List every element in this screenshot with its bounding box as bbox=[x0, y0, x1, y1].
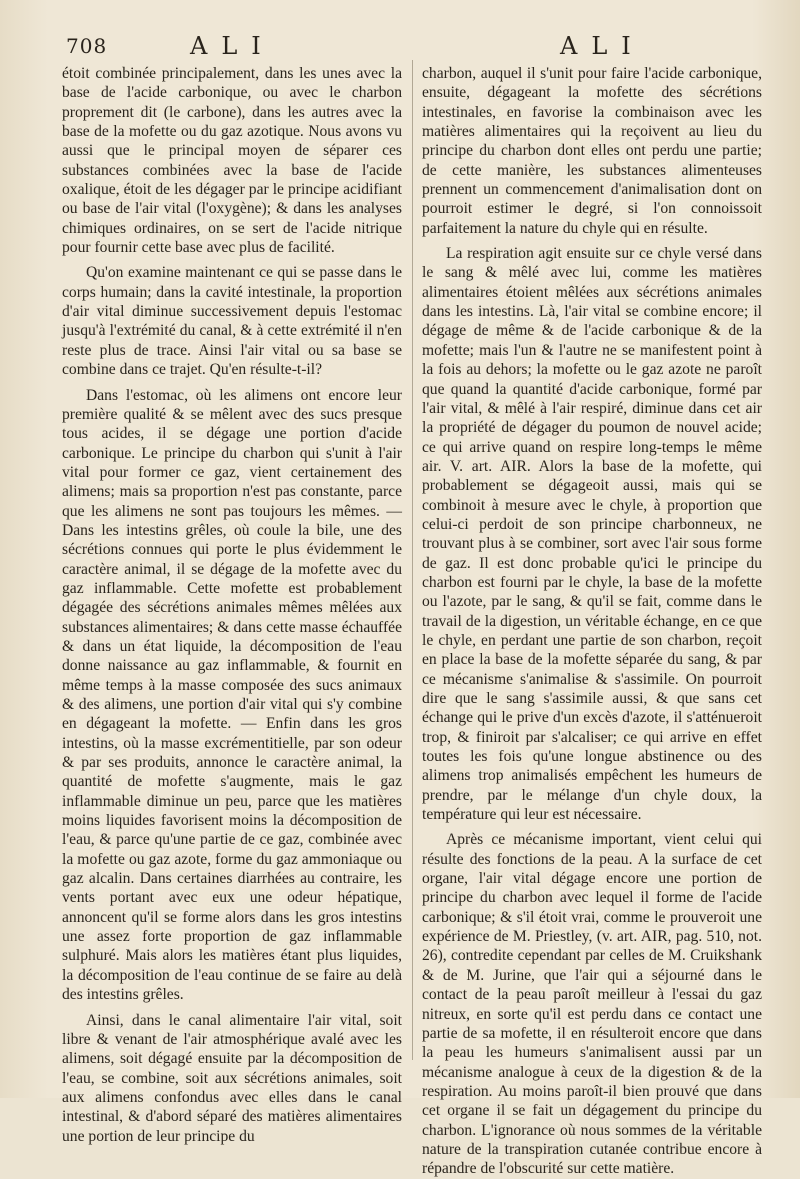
paragraph: Après ce mécanisme important, vient celui qui résulte des fonctions de la peau. A la surface de cet organe, l'air vital dégage encore une portion de principe du charbon avec lequel il forme de l'acide carbonique; & s'il étoit vrai, comme le prouveroit une expérience de M. Priestley, (v. art. AIR, pag. 510, not. 26), contredite cependant par celles de M. Cruikshank & de M. Jurine, que l'air qui a séjourné dans le contact de la peau paroît meilleur à l'essai du gaz nitreux, en sorte qu'il est perdu dans ce contact une partie de sa mofette, il en résulteroit encore que dans la peau les humeurs s'animalisent aussi par un mécanisme analogue à ceux de la digestion & de la respiration. Au moins paroît-il bien prouvé que dans cet organe il se fait un dégagement du principe du charbon. L'ignorance où nous sommes de la véritable nature de la transpiration cutanée contribue encore à répandre de l'obscurité sur cette matière. bbox=[422, 831, 762, 1178]
running-head-right: ALI bbox=[560, 32, 645, 60]
column-divider bbox=[412, 60, 413, 1060]
paragraph: charbon, auquel il s'unit pour faire l'acide carbonique, ensuite, dégageant la mofette des sécrétions intestinales, en favorise la combinaison avec les matières alimentaires qui la reçoivent au lieu du principe du charbon dont elles ont perdu une partie; de cette manière, les substances alimenteuses prennent un commencement d'animalisation dont on pourroit estimer le degré, si l'on connoissoit parfaitement la nature du chyle qui en résulte. bbox=[422, 65, 762, 237]
left-column bbox=[62, 64, 402, 1145]
right-column bbox=[422, 64, 762, 1178]
page-number: 708 bbox=[66, 34, 108, 58]
page-header bbox=[60, 32, 760, 62]
running-head-left: ALI bbox=[190, 32, 275, 60]
paragraph: Dans l'estomac, où les alimens ont encore leur première qualité & se mêlent avec des sucs presque tous acides, il se dégage une portion d'acide carbonique. Le principe du charbon qui s'unit à l'air vital pour former ce gaz, vient certainement des alimens; mais sa proportion n'est pas constante, parce que les alimens ne sont pas toujours les mêmes. — Dans les intestins grêles, où coule la bile, une des sécrétions connues qui porte le plus évidemment le caractère animal, il se dégage de la mofette avec du gaz inflammable. Cette mofette est probablement dégagée des sécrétions animales mêmes mêlées aux substances alimentaires; & dans cette masse échauffée & dans un état liquide, la décomposition de l'eau donne naissance au gaz inflammable, & fournit en même temps à la masse composée des sucs animaux & des alimens, une portion d'air vital qui s'y combine en dégageant la mofette. — Enfin dans les gros intestins, où la masse excrémentitielle, par son odeur & par ses produits, annonce le caractère animal, la quantité de mofette s'augmente, mais le gaz inflammable diminue un peu, parce que les matières moins liquides favorisent moins la décomposition de l'eau, & parce qu'une partie de ce gaz, combinée avec la mofette ou gaz azote, forme du gaz ammoniaque ou gaz alcalin. Dans certaines diarrhées au contraire, les vents portant avec eux une odeur hépatique, annoncent qu'il se forme alors dans les gros intestins une assez forte proportion de gaz inflammable sulphuré. Mais alors les matières étant plus liquides, la décomposition de l'eau continue de se faire au delà des intestins grêles. bbox=[62, 386, 402, 1004]
paragraph: Ainsi, dans le canal alimentaire l'air vital, soit libre & venant de l'air atmosphérique avalé avec les alimens, soit dégagé ensuite par la décomposition de l'eau, se combine, soit aux sécrétions animales, soit aux alimens confondus avec elles dans le canal intestinal, & d'abord séparé des matières alimentaires une portion de leur principe du bbox=[62, 1011, 402, 1145]
paragraph: étoit combinée principalement, dans les unes avec la base de l'acide carbonique, ou avec le charbon proprement dit (le carbone), dans les autres avec la base de la mofette ou du gaz azotique. Nous avons vu aussi que le principal moyen de séparer ces substances combinées avec la base de l'acide oxalique, étoit de les dégager par le principe acidifiant ou base de l'air vital (l'oxygène); & dans les analyses chimiques ordinaires, on se sert de l'acide nitrique pour fournir cette base avec plus de facilité. bbox=[62, 65, 402, 257]
paragraph: Qu'on examine maintenant ce qui se passe dans le corps humain; dans la cavité intestinale, la proportion d'air vital diminue successivement depuis l'estomac jusqu'à l'extrémité du canal, & à cette extrémité il n'en reste plus de trace. Ainsi l'air vital ou sa base se combine dans ce trajet. Qu'en résulte-t-il? bbox=[62, 264, 402, 379]
paragraph: La respiration agit ensuite sur ce chyle versé dans le sang & mêlé avec lui, comme les matières alimentaires étoient mêlées aux sécrétions animales dans les intestins. Là, l'air vital se combine encore; il dégage de même & de l'acide carbonique & de la mofette; mais l'un & l'autre ne se manifestent point à la fois au dehors; la mofette ou le gaz azote ne paroît que quand la quantité d'acide carbonique, formé par l'air vital, & mêlé à l'air respiré, diminue dans cet air la propriété de dégager du poumon de nouvel acide; ce qui arrive quand on respire long-temps le même air. V. art. AIR. Alors la base de la mofette, qui probablement se dégageoit aussi, mais qui se combinoit à mesure avec le chyle, à proportion que celui-ci perdoit de son principe charbonneux, ne trouvant plus à se combiner, sort avec l'air sous forme de gaz. Il est donc probable qu'ici le principe du charbon est fourni par le chyle, la base de la mofette ou l'azote, par le sang, & qu'il se fait, comme dans le travail de la digestion, un véritable échange, en ce que le chyle, en perdant une partie de son charbon, reçoit en place la base de la mofette séparée du sang, & par ce mécanisme s'animalise & s'assimile. On pourroit dire que le sang s'assimile aussi, & que sans cet échange qui le prive d'un excès d'azote, il s'atténueroit trop, & finiroit par s'alcaliser; ce qui arrive en effet toutes les fois qu'une longue abstinence ou des alimens trop animalisés empêchent les humeurs de prendre, par le mélange d'un chyle doux, la température qui leur est nécessaire. bbox=[422, 245, 762, 824]
